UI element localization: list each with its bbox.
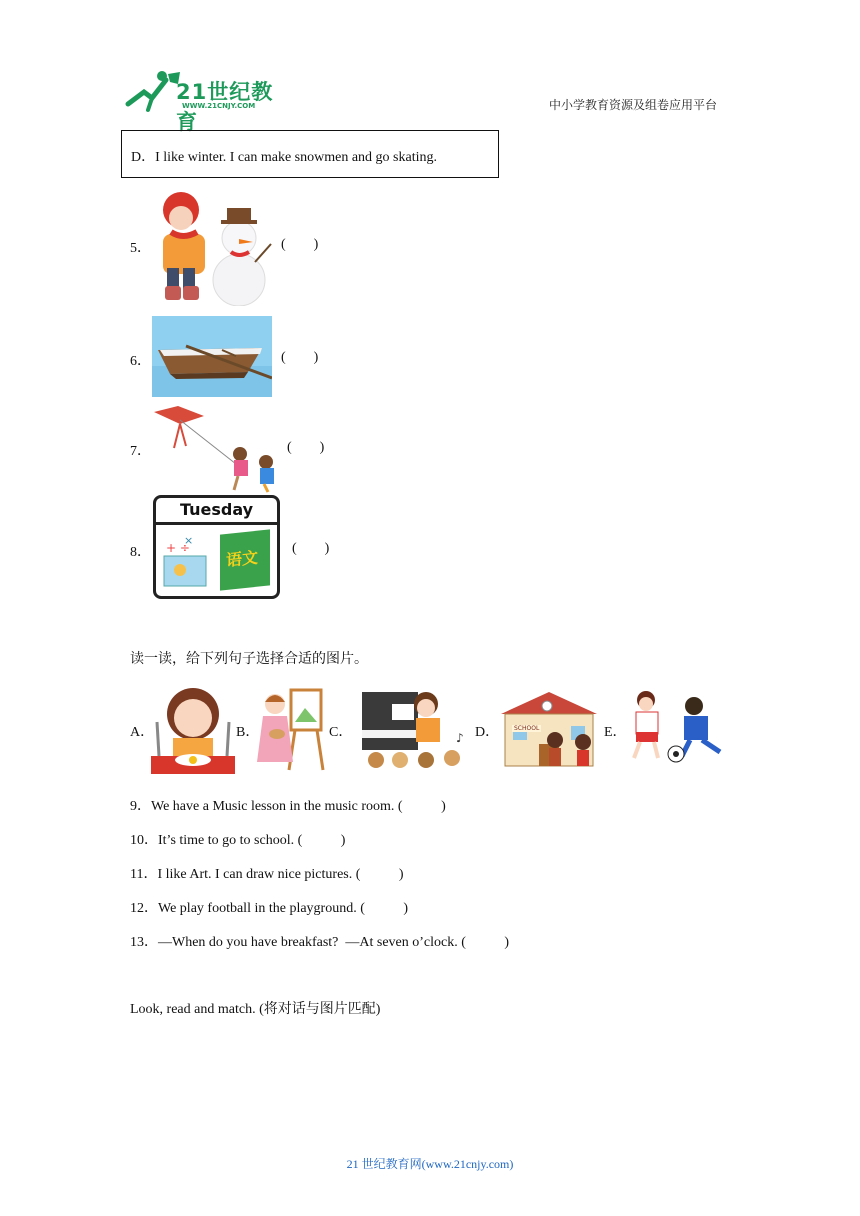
site-logo [122, 70, 292, 134]
school-children-image [495, 686, 603, 770]
sentence-11: 11．I like Art. I can draw nice pictures. ( ) [130, 867, 404, 882]
svg-text:+ ÷: + ÷ [166, 541, 190, 555]
sentence-13: 13．—When do you have breakfast? —At seven o’clock. ( ) [130, 935, 510, 950]
card-divider [156, 522, 277, 525]
section2-title: 读一读，给下列句子选择合适的图片。 [130, 652, 368, 667]
chinese-book-image [220, 529, 270, 590]
q7-number: 7． [130, 444, 151, 459]
sentence-9: 9．We have a Music lesson in the music room. ( ) [130, 799, 446, 814]
tuesday-title: Tuesday [179, 500, 254, 519]
q8-answer-blank[interactable]: ( ) [292, 541, 330, 556]
q5-answer-blank[interactable]: ( ) [281, 237, 319, 252]
svg-text:×: × [184, 534, 194, 547]
option-e-label: E． [604, 725, 627, 740]
footer-link[interactable]: 21 世纪教育网(www.21cnjy.com) [346, 1157, 514, 1171]
kite-children-image [150, 404, 282, 494]
logo-title: 21世纪教育 [176, 80, 274, 134]
section3-title: Look, read and match. (将对话与图片匹配) [130, 1002, 381, 1017]
option-a-label: A． [130, 725, 155, 740]
girl-breakfast-image [151, 682, 235, 774]
rowboat-image [152, 316, 272, 397]
sentence-10: 10．It’s time to go to school. ( ) [130, 833, 346, 848]
q6-number: 6． [130, 354, 151, 369]
chinese-subject-text: 语文 [226, 547, 259, 570]
music-piano-image [356, 686, 474, 770]
sentence-12: 12．We play football in the playground. ( ) [130, 901, 409, 916]
svg-text:♪: ♪ [456, 731, 464, 745]
q5-number: 5． [130, 241, 151, 256]
option-d-label: D． [475, 725, 500, 740]
logo-url: WWW.21CNJY.COM [182, 102, 256, 110]
option-c-label: C． [329, 725, 353, 740]
girl-snowman-image [151, 182, 273, 306]
q7-answer-blank[interactable]: ( ) [287, 440, 325, 455]
boys-football-image [624, 686, 732, 768]
option-d-text: D．I like winter. I can make snowmen and go skating. [131, 150, 437, 165]
header-right-text: 中小学教育资源及组卷应用平台 [549, 98, 718, 112]
runner-logo-icon [122, 70, 182, 114]
q8-number: 8． [130, 545, 151, 560]
school-sign: SCHOOL [514, 725, 540, 732]
q6-answer-blank[interactable]: ( ) [281, 350, 319, 365]
option-b-label: B． [236, 725, 260, 740]
girl-painting-image [255, 686, 327, 772]
math-book-icon [160, 532, 214, 592]
option-d-box [121, 130, 499, 178]
tuesday-timetable-card [153, 495, 280, 599]
